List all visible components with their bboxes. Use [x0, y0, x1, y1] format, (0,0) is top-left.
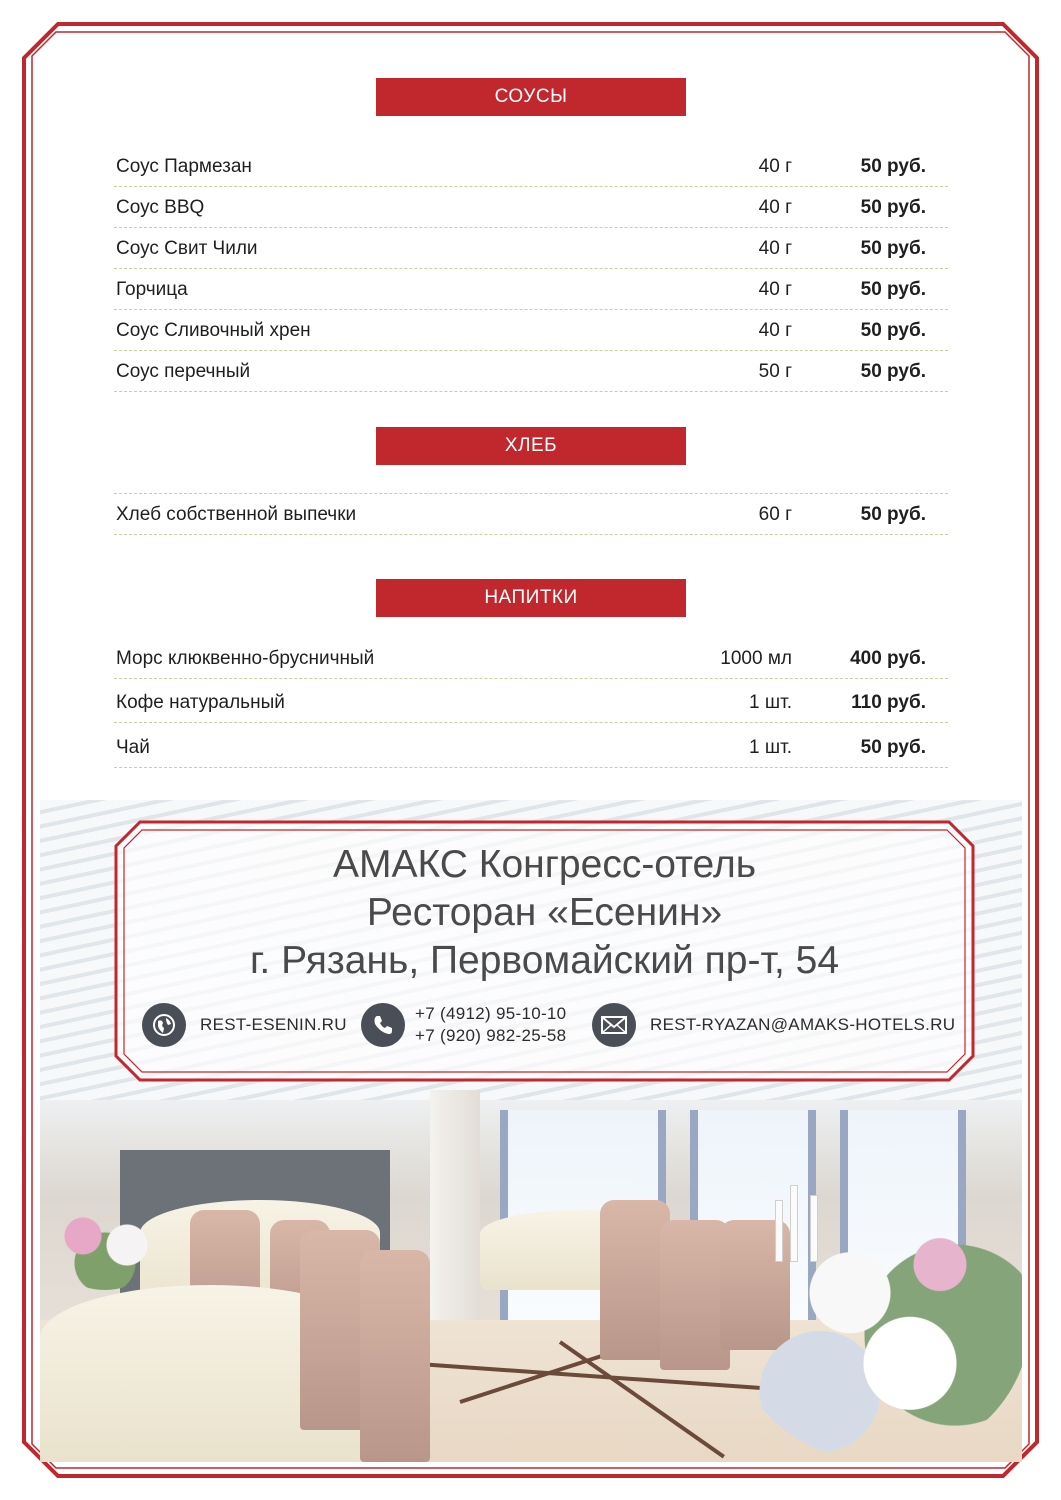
- item-price: 50 руб.: [860, 238, 926, 259]
- item-name: Чай: [116, 736, 150, 758]
- globe-icon: [142, 1003, 186, 1047]
- item-name: Соус BBQ: [116, 197, 205, 218]
- hotel-name: АМАКС Конгресс-отель: [332, 843, 757, 886]
- item-weight: 1 шт.: [749, 736, 792, 758]
- item-name: Кофе натуральный: [116, 692, 285, 713]
- item-name: Соус Свит Чили: [116, 238, 258, 259]
- website-link[interactable]: REST-ESENIN.RU: [200, 1015, 347, 1034]
- phone-number-2[interactable]: +7 (920) 982-25-58: [415, 1026, 567, 1045]
- section-header-drinks: НАПИТКИ: [376, 579, 686, 617]
- item-price: 50 руб.: [860, 736, 926, 758]
- item-price: 50 руб.: [860, 320, 926, 341]
- phone-icon: [361, 1003, 405, 1047]
- email-contact[interactable]: [592, 1003, 955, 1047]
- item-price: 400 руб.: [850, 647, 926, 669]
- item-weight: 40 г: [758, 279, 792, 300]
- item-weight: 50 г: [758, 361, 792, 382]
- item-price: 110 руб.: [851, 692, 926, 713]
- email-link[interactable]: REST-RYAZAN@AMAKS-HOTELS.RU: [650, 1015, 956, 1034]
- address: г. Рязань, Первомайский пр-т, 54: [249, 939, 840, 982]
- item-price: 50 руб.: [860, 156, 926, 177]
- phone-numbers[interactable]: [415, 1003, 566, 1047]
- item-weight: 1000 мл: [720, 647, 792, 669]
- website-contact[interactable]: [142, 1003, 347, 1047]
- item-weight: 1 шт.: [749, 692, 792, 713]
- item-weight: 40 г: [758, 320, 792, 341]
- section-header-bread: ХЛЕБ: [376, 427, 686, 465]
- item-price: 50 руб.: [860, 279, 926, 300]
- item-name: Морс клюквенно-брусничный: [116, 647, 375, 669]
- phone-number-1[interactable]: +7 (4912) 95-10-10: [415, 1004, 567, 1023]
- item-price: 50 руб.: [860, 197, 926, 218]
- section-header-sauces: СОУСЫ: [376, 78, 686, 116]
- item-name: Хлеб собственной выпечки: [116, 504, 357, 525]
- item-weight: 40 г: [758, 238, 792, 259]
- item-price: 50 руб.: [860, 361, 926, 382]
- item-weight: 40 г: [758, 156, 792, 177]
- phone-contact[interactable]: [361, 1003, 566, 1047]
- item-name: Соус Пармезан: [116, 156, 252, 177]
- item-name: Горчица: [116, 279, 188, 300]
- item-name: Соус перечный: [116, 361, 251, 382]
- restaurant-name: Ресторан «Есенин»: [366, 891, 723, 934]
- item-name: Соус Сливочный хрен: [116, 320, 311, 341]
- envelope-icon: [592, 1003, 636, 1047]
- item-price: 50 руб.: [860, 504, 926, 525]
- item-weight: 40 г: [758, 197, 792, 218]
- item-weight: 60 г: [758, 504, 792, 525]
